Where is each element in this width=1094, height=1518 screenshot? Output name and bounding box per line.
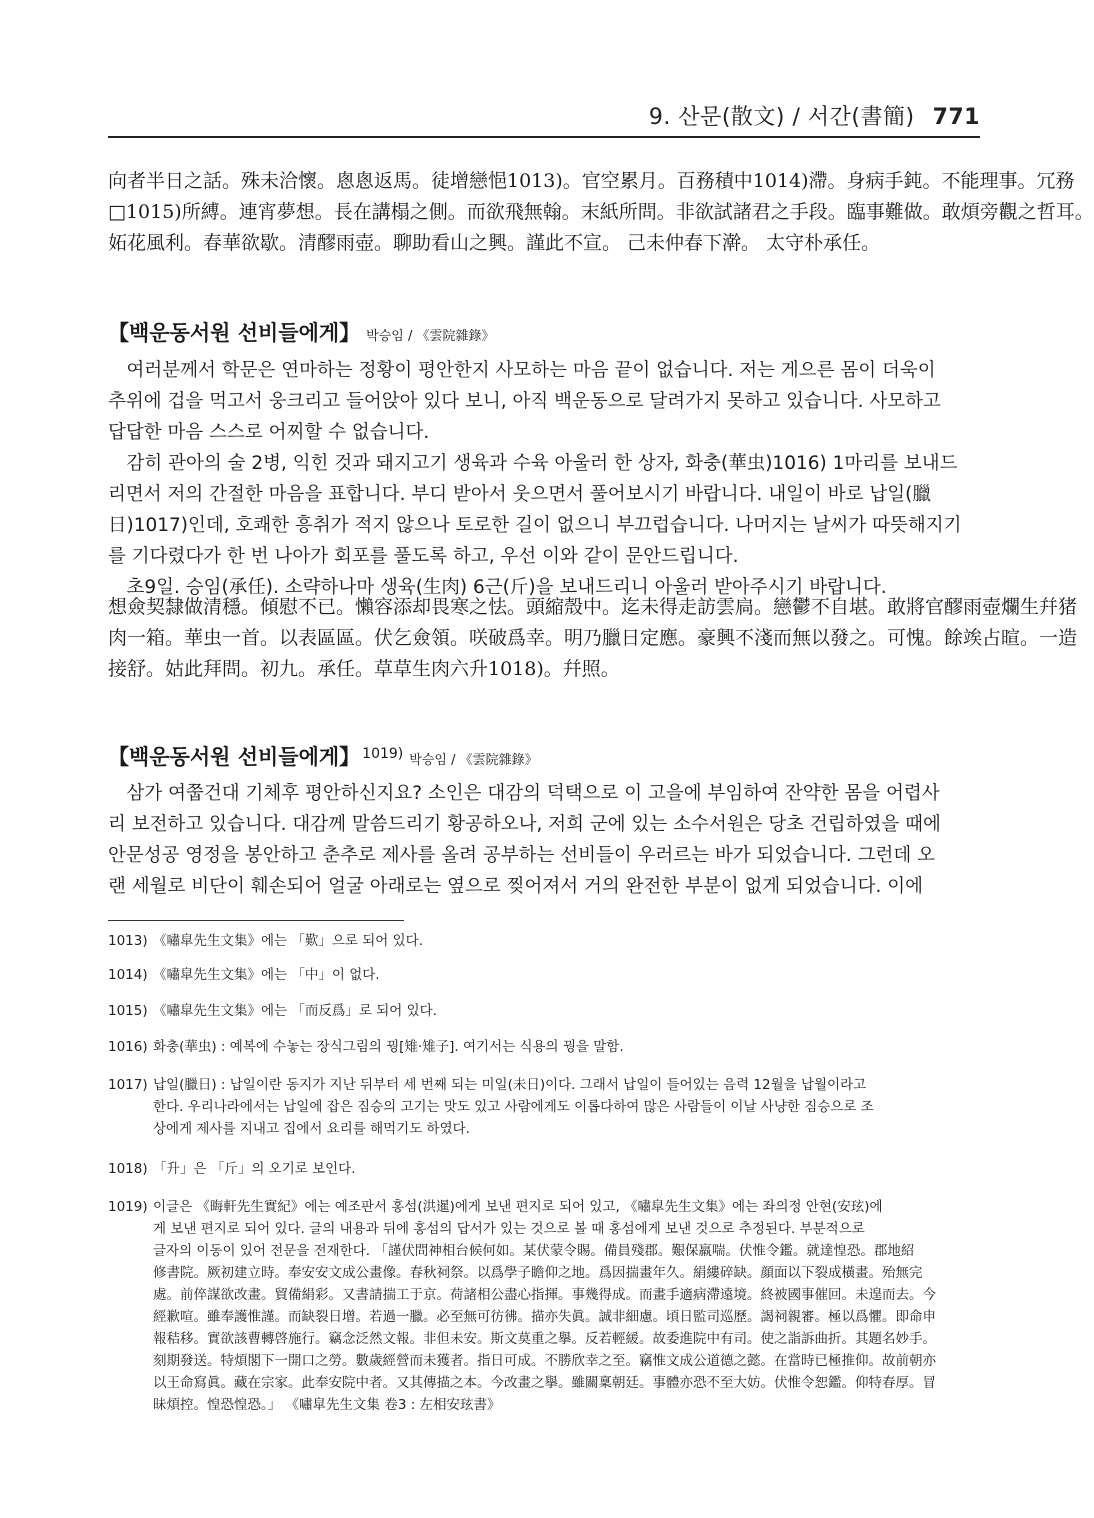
footnote-number: 1015) <box>108 1003 148 1019</box>
footnote-1018 <box>108 1158 980 1180</box>
footnote-1013 <box>108 930 980 952</box>
korean-line: 안문성공 영정을 봉안하고 춘추로 제사를 올려 공부하는 선비들이 우러르는 바가 되었습니다. 그런데 오 <box>108 845 936 866</box>
korean-line: 여러분께서 학문은 연마하는 정황이 평안한지 사모하는 마음 끝이 없습니다. 저는 게으른 몸이 더욱이 <box>108 360 936 381</box>
korean-line: 추위에 겁을 먹고서 웅크리고 들어앉아 있다 보니, 아직 백운동으로 달려가지 못하고 있습니다. 사모하고 <box>108 391 941 412</box>
footnote-number: 1018) <box>108 1161 148 1177</box>
hanmun-line: 向者半日之話。殊未洽懷。悤悤返馬。徒增戀悒1013)。官空累月。百務積中1014)滯。身病手鈍。不能理事。冗務 <box>108 170 1075 192</box>
footnote-line: 상에게 제사를 지내고 집에서 요리를 해먹기도 하였다. <box>153 1121 470 1137</box>
section1-source: 박승임 / 《雲院雜錄》 <box>366 329 495 344</box>
korean-line: 를 기다렸다가 한 번 나아가 회포를 풀도록 하고, 우선 이와 같이 문안드립니다. <box>108 546 739 567</box>
footnote-line: 經歉喧。雖奉護惟謹。而缺裂日增。若過一臘。必至無可彷彿。描亦失眞。誠非細慮。頃日監司巡歷。謁祠親審。極以爲懼。即命申 <box>153 1309 936 1325</box>
footnote-line: 處。前倅謀欲改畫。貿備絹彩。又書請揣工于京。荷諸相公盡心指揮。事幾得成。而畫手適病滯遠境。終被國事催回。未遑而去。今 <box>153 1287 936 1303</box>
section1-heading: 【백운동서원 선비들에게】 <box>108 321 361 345</box>
section2-title <box>108 741 980 771</box>
footnote-line: 刻期發送。特煩閣下一開口之勞。數歲經營而未獲者。指日可成。不勝欣幸之至。竊惟文成公道德之懿。在當時已極推仰。故前朝亦 <box>153 1353 936 1369</box>
footnote-line: 《嘯皐先生文集》에는 「中」이 없다. <box>153 967 380 983</box>
footnote-number: 1013) <box>108 933 148 949</box>
section1-korean-paragraph <box>108 355 980 603</box>
korean-line: 초9일. 승임(承任). 소략하나마 생육(生肉) 6근(斤)을 보내드리니 아울러 받아주시기 바랍니다. <box>108 577 887 598</box>
footnote-number: 1017) <box>108 1077 148 1093</box>
korean-line: 삼가 여쭙건대 기체후 평안하신지요? 소인은 대감의 덕택으로 이 고을에 부임하여 잔약한 몸을 어렵사 <box>108 783 940 804</box>
hanmun-line: □1015)所縛。連宵夢想。長在講榻之側。而欲飛無翰。末紙所問。非欲試諸君之手段。臨事難做。敢煩旁觀之哲耳。 <box>108 201 1094 223</box>
section2-korean-paragraph <box>108 778 980 902</box>
footnote-line: 한다. 우리나라에서는 납일에 잡은 짐승의 고기는 맛도 있고 사람에게도 이롭다하여 많은 사람들이 이날 사냥한 짐승으로 조 <box>153 1099 874 1115</box>
section1-hanmun-paragraph <box>108 592 1078 685</box>
footnote-1014 <box>108 964 980 986</box>
footnote-number: 1019) <box>108 1199 148 1215</box>
hanmun-line: 接舒。姑此拜問。初九。承任。草草生肉六升1018)。幷照。 <box>108 658 620 680</box>
footnote-line: 《嘯皐先生文集》에는 「而反爲」로 되어 있다. <box>153 1003 437 1019</box>
korean-line: 리 보전하고 있습니다. 대감께 말씀드리기 황공하오나, 저희 군에 있는 소수서원은 당초 건립하였을 때에 <box>108 814 941 835</box>
korean-line: 랜 세월로 비단이 훼손되어 얼굴 아래로는 옆으로 찢어져서 거의 완전한 부분이 없게 되었습니다. 이에 <box>108 876 924 897</box>
section1-title <box>108 317 980 347</box>
section2-note-ref: 1019) <box>362 746 404 762</box>
footnote-line: 「升」은 「斤」의 오기로 보인다. <box>153 1161 356 1177</box>
header-section-title: 9. 산문(散文) / 서간(書簡) <box>648 105 915 130</box>
hanmun-line: 想僉契隸做清穩。傾慰不已。懶容添却畏寒之怯。頭縮殼中。迄未得走訪雲扃。戀鬱不自堪。敢將官醪雨壺爛生幷猪 <box>108 596 1078 618</box>
footnote-1019 <box>108 1196 980 1416</box>
footnote-line: 이글은 《晦軒先生實紀》에는 예조판서 홍섬(洪暹)에게 보낸 편지로 되어 있고, 《嘯皐先生文集》에는 좌의정 안현(安玹)에 <box>153 1199 883 1215</box>
footnote-line: 《嘯皐先生文集》에는 「歎」으로 되어 있다. <box>153 933 423 949</box>
section2-source: 박승임 / 《雲院雜錄》 <box>409 753 538 768</box>
footnote-line: 報秸移。實欲該曹轉啓施行。竊念泛然文報。非但未安。斯文莫重之擧。反若輕緩。故委進院中有司。使之詣訴曲折。其題名妙手。 <box>153 1331 936 1347</box>
footnote-line: 修書院。厥初建立時。奉安安文成公畫像。春秋祠祭。以爲學子瞻仰之地。爲因揣畫年久。絹縷碎缺。顔面以下裂成橫畫。殆無完 <box>153 1265 923 1281</box>
footnote-line: 昧煩控。惶恐惶恐。」 《嘯皐先生文集 卷3 : 左相安玹書》 <box>153 1397 501 1413</box>
korean-line: 리면서 저의 간절한 마음을 표합니다. 부디 받아서 웃으면서 풀어보시기 바랍니다. 내일이 바로 납일(臘 <box>108 484 931 505</box>
footnote-number: 1014) <box>108 967 148 983</box>
korean-line: 日)1017)인데, 호쾌한 흥취가 적지 않으나 토로한 길이 없으니 부끄럽습니다. 나머지는 날씨가 따뜻해지기 <box>108 515 962 536</box>
footnote-rule <box>108 920 404 921</box>
korean-line: 답답한 마음 스스로 어찌할 수 없습니다. <box>108 422 430 443</box>
hanmun-line: 肉一箱。華虫一首。以表區區。伏乞僉領。咲破爲幸。明乃臘日定應。豪興不淺而無以發之。可愧。餘竢占暄。一造 <box>108 627 1078 649</box>
footnote-line: 게 보낸 편지로 되어 있다. 글의 내용과 뒤에 홍섬의 답서가 있는 것으로 볼 때 홍섬에게 보낸 것으로 추정된다. 부분적으로 <box>153 1221 865 1237</box>
footnote-1017 <box>108 1074 980 1140</box>
intro-hanmun-paragraph <box>108 166 1094 259</box>
footnote-line: 화충(華虫) : 예복에 수놓는 장식그림의 꿩[雉·雉子]. 여기서는 식용의 꿩을 말함. <box>153 1039 624 1055</box>
page-number: 771 <box>932 105 980 130</box>
section2-heading: 【백운동서원 선비들에게】 <box>108 745 361 769</box>
footnote-number: 1016) <box>108 1039 148 1055</box>
hanmun-line: 妬花風利。春華欲歇。清醪雨壺。聊助看山之興。謹此不宣。 己未仲春下澣。 太守朴承任。 <box>108 232 881 254</box>
footnote-1016 <box>108 1036 980 1058</box>
footnote-1015 <box>108 1000 980 1022</box>
footnote-line: 글자의 이동이 있어 전문을 전재한다. 「謹伏問神相台候何如。某伏蒙令賜。備員殘郡。艱保羸喘。伏惟令鑑。就達惶恐。郡地紹 <box>153 1243 915 1259</box>
header-rule <box>108 136 980 138</box>
footnote-line: 납일(臘日) : 납일이란 동지가 지난 뒤부터 세 번째 되는 미일(未日)이다. 그래서 납일이 들어있는 음력 12월을 납월이라고 <box>153 1077 867 1093</box>
korean-line: 감히 관아의 술 2병, 익힌 것과 돼지고기 생육과 수육 아울러 한 상자, 화충(華虫)1016) 1마리를 보내드 <box>108 453 958 474</box>
footnote-line: 以王命寫眞。藏在宗家。此奉安院中者。又其傳描之本。今改畫之擧。雖關稟朝廷。事體亦恐不至大妨。伏惟令恕鑑。仰特春厚。冒 <box>153 1375 936 1391</box>
running-header <box>110 100 980 131</box>
